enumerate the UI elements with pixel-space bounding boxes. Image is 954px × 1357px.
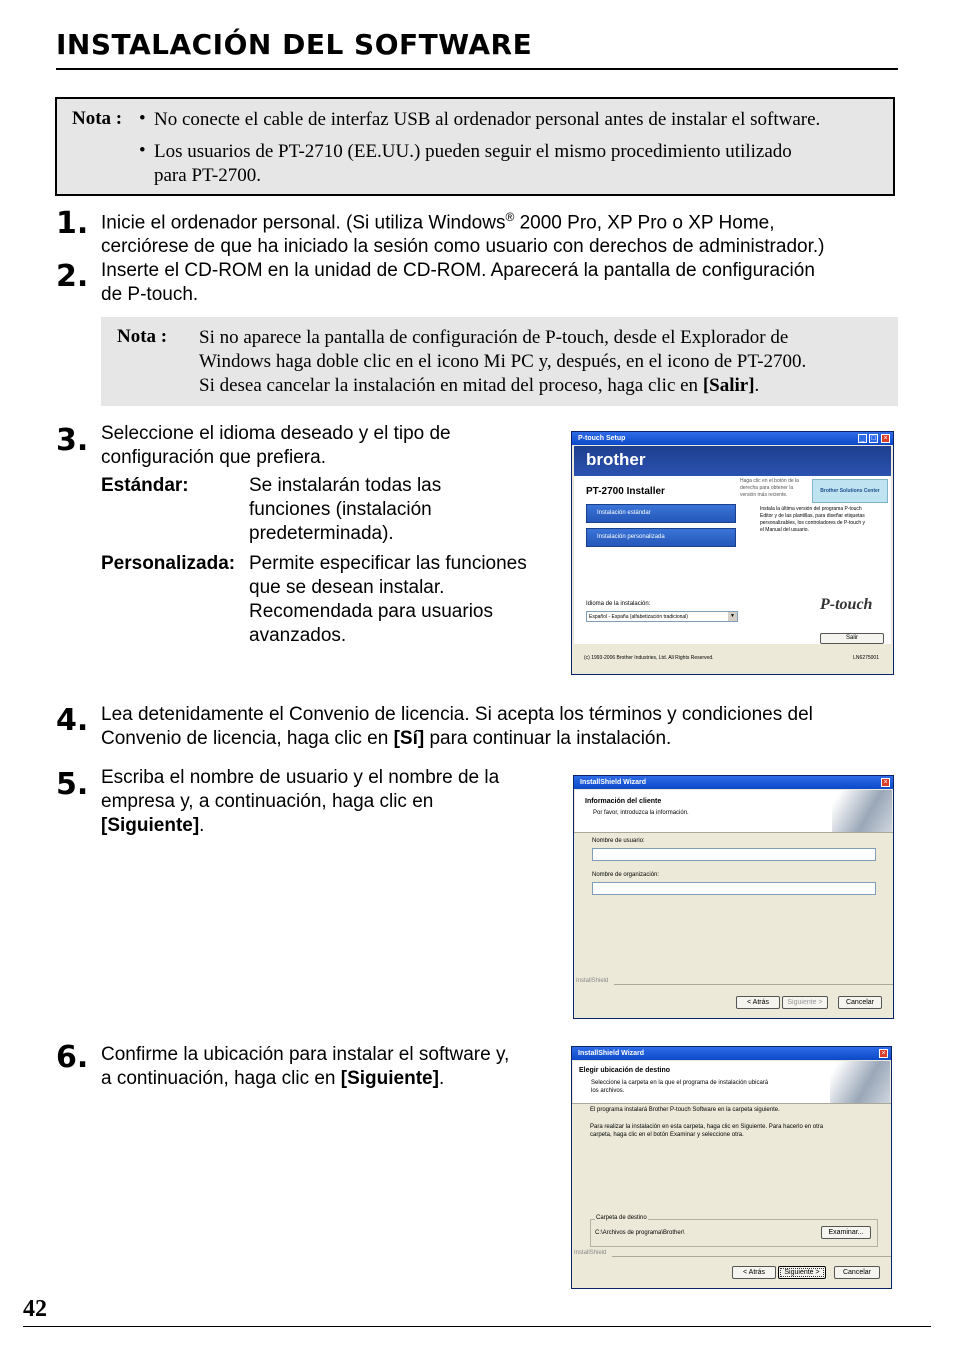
divider bbox=[574, 832, 893, 833]
hint-line: derecha para obtener la bbox=[740, 485, 794, 491]
registered-mark: ® bbox=[505, 210, 515, 224]
option-desc-standard bbox=[249, 474, 549, 546]
wizard-header bbox=[573, 1061, 890, 1103]
step-bold: [Siguiente] bbox=[101, 815, 200, 836]
step-number: 6. bbox=[56, 1040, 89, 1075]
divider bbox=[614, 984, 893, 985]
option-label-custom: Personalizada: bbox=[101, 553, 236, 574]
wizard-subheading bbox=[591, 1079, 768, 1095]
screenshot-destination bbox=[571, 1046, 892, 1289]
option-label-standard: Estándar: bbox=[101, 475, 189, 496]
solutions-center-button[interactable]: Brother Solutions Center bbox=[812, 479, 888, 503]
screenshot-ptouch-setup bbox=[571, 431, 894, 675]
cancel-button[interactable]: Cancelar bbox=[834, 1266, 880, 1279]
install-message: El programa instalará Brother P-touch Software en la carpeta siguiente. bbox=[590, 1107, 780, 1113]
username-label: Nombre de usuario: bbox=[592, 838, 645, 844]
ptouch-logo: P-touch bbox=[820, 596, 873, 613]
step-text: Lea detenidamente el Convenio de licencia. Si acepta los términos y condiciones del bbox=[101, 704, 813, 725]
step-text: de P-touch. bbox=[101, 284, 199, 305]
instr-line: carpeta, haga clic en el botón Examinar y seleccione otra. bbox=[590, 1132, 744, 1138]
step-number: 5. bbox=[56, 767, 89, 802]
option-desc-custom bbox=[249, 552, 559, 648]
step-number: 4. bbox=[56, 703, 89, 738]
note-item: No conecte el cable de interfaz USB al ordenador personal antes de instalar el software. bbox=[154, 109, 821, 130]
setup-body bbox=[574, 476, 891, 644]
browse-button[interactable]: Examinar... bbox=[821, 1226, 871, 1239]
screenshot-customer-info bbox=[573, 775, 894, 1019]
step-text: Inicie el ordenador personal. (Si utiliza Windows bbox=[101, 212, 506, 234]
page-number: 42 bbox=[23, 1296, 47, 1322]
option-desc-line: predeterminada). bbox=[249, 523, 394, 544]
sub-line: Seleccione la carpeta en la que el programa de instalación ubicará bbox=[591, 1080, 769, 1086]
note-box-setup bbox=[101, 317, 898, 406]
language-select[interactable] bbox=[586, 611, 738, 622]
step-number: 3. bbox=[56, 423, 89, 458]
back-button[interactable]: < Atrás bbox=[736, 996, 780, 1009]
step-text: Inserte el CD-ROM en la unidad de CD-ROM. Aparecerá la pantalla de configuración bbox=[101, 260, 815, 281]
option-desc-line: funciones (instalación bbox=[249, 499, 432, 520]
note-end: . bbox=[754, 375, 760, 396]
instructions bbox=[590, 1123, 823, 1139]
brand-banner bbox=[574, 446, 891, 476]
step-2-text bbox=[101, 259, 901, 307]
step-6-text bbox=[101, 1043, 561, 1091]
brand-logo: brother bbox=[586, 450, 646, 469]
wizard-graphic bbox=[832, 790, 892, 832]
standard-install-button[interactable]: Instalación estándar bbox=[586, 504, 736, 523]
step-5-text bbox=[101, 766, 561, 838]
step-4-text bbox=[101, 703, 901, 751]
title-rule bbox=[56, 68, 898, 70]
next-button[interactable]: Siguiente > bbox=[782, 996, 828, 1009]
wizard-heading: Elegir ubicación de destino bbox=[579, 1067, 671, 1074]
username-input[interactable] bbox=[592, 848, 876, 861]
step-3-text bbox=[101, 422, 561, 470]
hint-line: Haga clic en el botón de la bbox=[740, 478, 799, 484]
step-text: configuración que prefiera. bbox=[101, 447, 326, 468]
page-title: INSTALACIÓN DEL SOFTWARE bbox=[56, 28, 533, 61]
step-text: . bbox=[199, 815, 205, 836]
minimize-icon: _ bbox=[858, 434, 867, 443]
option-desc-line: Se instalarán todas las bbox=[249, 475, 442, 496]
step-text: Escriba el nombre de usuario y el nombre de la bbox=[101, 767, 500, 788]
desc-line: el Manual del usuario. bbox=[760, 527, 809, 533]
window-title: InstallShield Wizard bbox=[574, 776, 893, 789]
step-1-text bbox=[101, 205, 901, 259]
bullet: • bbox=[139, 108, 146, 129]
step-text: para continuar la instalación. bbox=[424, 728, 672, 749]
option-desc-line: avanzados. bbox=[249, 625, 347, 646]
note-label: Nota : bbox=[117, 326, 168, 347]
installshield-brand: InstallShield bbox=[576, 978, 609, 984]
step-text: Confirme la ubicación para instalar el software y, bbox=[101, 1044, 510, 1065]
divider bbox=[612, 1256, 891, 1257]
close-icon: × bbox=[881, 778, 890, 787]
bullet: • bbox=[139, 140, 146, 161]
installer-title: PT-2700 Installer bbox=[586, 486, 665, 497]
back-button[interactable]: < Atrás bbox=[732, 1266, 776, 1279]
close-icon: × bbox=[879, 1049, 888, 1058]
language-label: Idioma de la instalación: bbox=[586, 601, 651, 607]
wizard-header bbox=[575, 790, 892, 832]
cancel-button[interactable]: Cancelar bbox=[838, 996, 882, 1009]
sub-line: los archivos. bbox=[591, 1088, 625, 1094]
install-description bbox=[760, 506, 888, 534]
note-text bbox=[199, 326, 889, 398]
copyright: (c) 1993-2006 Brother Industries, Ltd. All Rights Reserved. bbox=[584, 655, 714, 661]
chevron-down-icon[interactable]: ▼ bbox=[728, 612, 737, 621]
window-title: P-touch Setup bbox=[572, 432, 893, 445]
step-text: cerciórese de que ha iniciado la sesión como usuario con derechos de administrador.) bbox=[101, 236, 825, 258]
wizard-heading: Información del cliente bbox=[585, 798, 662, 805]
note-box-usb bbox=[55, 97, 895, 196]
instr-line: Para realizar la instalación en esta carpeta, haga clic en Siguiente. Para hacerlo en otra bbox=[590, 1124, 824, 1130]
note-bold: [Salir] bbox=[702, 375, 755, 396]
note-line: Si no aparece la pantalla de configuración de P-touch, desde el Explorador de bbox=[199, 327, 789, 348]
desc-line: Editor y de las plantillas, para diseñar etiquetas bbox=[760, 513, 865, 519]
option-desc-line: Permite especificar las funciones bbox=[249, 553, 527, 574]
destination-group bbox=[590, 1215, 878, 1247]
product-code: LN6275001 bbox=[853, 655, 879, 661]
step-text: . bbox=[438, 1068, 445, 1089]
note-line: Si desea cancelar la instalación en mitad del proceso, haga clic en bbox=[199, 375, 703, 396]
organization-label: Nombre de organización: bbox=[592, 872, 660, 878]
desc-line: personalizables, los controladores de P-touch y bbox=[760, 520, 866, 526]
note-item: Los usuarios de PT-2710 (EE.UU.) pueden seguir el mismo procedimiento utilizado bbox=[154, 141, 792, 162]
destination-path: C:\Archivos de programa\Brother\ bbox=[595, 1230, 685, 1236]
step-bold: [Sí] bbox=[393, 728, 425, 749]
step-text: a continuación, haga clic en bbox=[101, 1068, 341, 1089]
step-text: empresa y, a continuación, haga clic en bbox=[101, 791, 434, 812]
next-button[interactable]: Siguiente > bbox=[778, 1266, 826, 1279]
step-number: 1. bbox=[56, 206, 89, 241]
option-desc-line: que se desean instalar. bbox=[249, 577, 445, 598]
organization-input[interactable] bbox=[592, 882, 876, 895]
hint-line: versión más reciente. bbox=[740, 492, 788, 498]
maximize-icon: □ bbox=[869, 434, 878, 443]
step-text: Convenio de licencia, haga clic en bbox=[101, 728, 394, 749]
wizard-subheading: Por favor, introduzca la información. bbox=[593, 810, 689, 816]
custom-install-button[interactable]: Instalación personalizada bbox=[586, 528, 736, 547]
group-label: Carpeta de destino bbox=[596, 1215, 647, 1221]
note-line: Windows haga doble clic en el icono Mi PC y, después, en el icono de PT-2700. bbox=[199, 351, 807, 372]
close-icon: × bbox=[881, 434, 890, 443]
solutions-hint bbox=[740, 478, 812, 499]
step-text: Seleccione el idioma deseado y el tipo de bbox=[101, 423, 451, 444]
divider bbox=[572, 1103, 891, 1104]
installshield-brand: InstallShield bbox=[574, 1250, 607, 1256]
note-label: Nota : bbox=[72, 108, 123, 129]
step-bold: [Siguiente] bbox=[340, 1068, 439, 1089]
option-desc-line: Recomendada para usuarios bbox=[249, 601, 493, 622]
exit-button[interactable]: Salir bbox=[820, 633, 884, 644]
step-text: 2000 Pro, XP Pro o XP Home, bbox=[514, 212, 775, 234]
wizard-graphic bbox=[830, 1061, 890, 1103]
language-value: Español - España (alfabetización tradicional) bbox=[589, 614, 688, 620]
window-title: InstallShield Wizard bbox=[572, 1047, 891, 1060]
step-number: 2. bbox=[56, 259, 89, 294]
desc-line: Instala la última versión del programa P-touch bbox=[760, 506, 862, 512]
note-item: para PT-2700. bbox=[154, 165, 261, 186]
footer-rule bbox=[23, 1326, 931, 1327]
